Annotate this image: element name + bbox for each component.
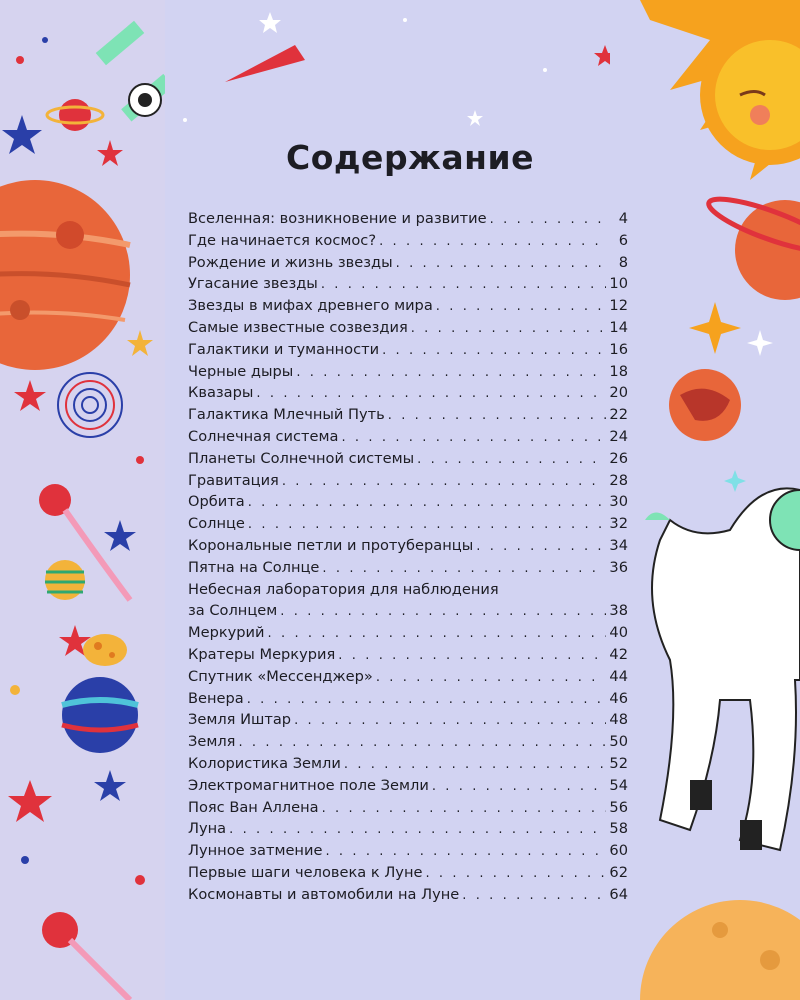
toc-entry: [188, 535, 628, 557]
toc-entry: [188, 753, 628, 775]
toc-entry: [188, 230, 628, 252]
toc-dot-leader: [341, 427, 606, 449]
toc-entry-title: Рождение и жизнь звезды: [188, 253, 393, 271]
toc-entry-page: 20: [609, 384, 628, 402]
toc-entry-page: 12: [609, 297, 628, 315]
toc-entry: [188, 579, 628, 623]
star-icon: [94, 770, 126, 801]
toc-dot-leader: [282, 471, 607, 493]
toc-dot-leader: [462, 885, 606, 907]
toc-entry-title: Лунное затмение: [188, 842, 323, 860]
star-icon: [594, 45, 610, 66]
toc-entry: [188, 470, 628, 492]
toc-entry-title: Кратеры Меркурия: [188, 645, 336, 663]
toc-dot-leader: [321, 274, 607, 296]
toc-entry-title: Земля Иштар: [188, 711, 292, 729]
toc-dot-leader: [268, 623, 607, 645]
star-icon: [14, 380, 46, 411]
star-icon: [8, 780, 52, 822]
toc-entry: [188, 339, 628, 361]
toc-entry-title: Орбита: [188, 493, 245, 511]
toc-dot-leader: [425, 863, 606, 885]
toc-entry: [188, 709, 628, 731]
top-decoration: [165, 0, 610, 130]
star-icon: [2, 115, 42, 154]
toc-entry-page: 4: [618, 210, 628, 227]
toc-entry-page: 40: [609, 624, 628, 642]
star-icon: [127, 330, 153, 356]
toc-entry-page: 54: [609, 776, 628, 794]
toc-entry-title: Квазары: [188, 384, 254, 402]
toc-entry-page: 24: [609, 427, 628, 445]
toc-dot-leader: [436, 296, 607, 318]
comet-icon: [42, 912, 130, 1000]
star-icon: [467, 110, 483, 126]
toc-entry: [188, 884, 628, 906]
sparkle-star-icon: [724, 470, 746, 492]
toc-entry: [188, 622, 628, 644]
toc-entry: [188, 644, 628, 666]
left-illustration-strip: [0, 0, 165, 1000]
toc-dot-leader: [338, 645, 606, 667]
toc-entry-title-continued: за Солнцем: [188, 602, 278, 620]
toc-entry: [188, 448, 628, 470]
toc-dot-leader: [322, 558, 606, 580]
toc-entry-page: 26: [609, 449, 628, 467]
sparkle-star-icon: [689, 302, 741, 354]
toc-entry: [188, 840, 628, 862]
toc-entry: [188, 404, 628, 426]
star-icon: [104, 520, 136, 551]
toc-dot-leader: [396, 253, 607, 275]
toc-entry-page: 28: [609, 471, 628, 489]
toc-dot-leader: [280, 601, 606, 623]
toc-entry-page: 38: [609, 602, 628, 620]
toc-entry: [188, 382, 628, 404]
toc-entry-title: Вселенная: возникновение и развитие: [188, 210, 487, 227]
toc-entry-page: 6: [618, 231, 628, 249]
page-title: Содержание: [286, 138, 534, 177]
toc-entry-title: Пятна на Солнце: [188, 558, 320, 576]
toc-entry-title: Угасание звезды: [188, 275, 318, 293]
rocket-flame-icon: [225, 45, 305, 82]
table-of-contents: [188, 208, 628, 906]
toc-entry: [188, 818, 628, 840]
space-illustration-left: [0, 0, 165, 1000]
toc-entry-title: Колористика Земли: [188, 754, 341, 772]
toc-dot-leader: [411, 318, 607, 340]
toc-dot-leader: [388, 405, 607, 427]
toc-entry-title: Самые известные созвездия: [188, 318, 408, 336]
toc-dot-leader: [417, 449, 606, 471]
toc-entry: [188, 295, 628, 317]
toc-entry-title: Где начинается космос?: [188, 231, 377, 249]
sun-icon: [640, 0, 800, 180]
toc-dot-leader: [344, 754, 607, 776]
toc-entry-title: Спутник «Мессенджер»: [188, 667, 373, 685]
toc-entry: [188, 491, 628, 513]
space-illustration-right: [610, 0, 800, 1000]
striped-planet-icon: [45, 560, 85, 600]
blue-planet-icon: [62, 677, 138, 753]
toc-entry-page: 10: [609, 275, 628, 293]
toc-dot-leader: [490, 209, 607, 231]
toc-dot-leader: [432, 776, 607, 798]
toc-dot-leader: [256, 383, 606, 405]
toc-entry-page: 64: [609, 885, 628, 903]
sparkle-star-icon: [747, 330, 773, 356]
toc-entry: [188, 317, 628, 339]
toc-entry: [188, 797, 628, 819]
toc-dot-leader: [325, 841, 606, 863]
toc-entry-title: Земля: [188, 733, 236, 751]
toc-entry-page: 34: [609, 536, 628, 554]
toc-entry-title: Пояс Ван Аллена: [188, 798, 319, 816]
toc-entry-title: Солнечная система: [188, 427, 339, 445]
toc-entry: [188, 862, 628, 884]
toc-entry-page: 56: [609, 798, 628, 816]
toc-entry-page: 14: [609, 318, 628, 336]
toc-entry: [188, 666, 628, 688]
toc-dot-leader: [382, 340, 606, 362]
toc-entry-title: Планеты Солнечной системы: [188, 449, 415, 467]
toc-entry-page: 16: [609, 340, 628, 358]
galaxy-icon: [58, 373, 122, 437]
toc-entry-title: Солнце: [188, 515, 245, 533]
toc-entry-page: 8: [618, 253, 628, 271]
toc-entry-page: 48: [609, 711, 628, 729]
astronaut-icon: [645, 488, 800, 850]
toc-entry-title: Гравитация: [188, 471, 279, 489]
toc-entry-page: 62: [609, 863, 628, 881]
toc-dot-leader: [296, 362, 606, 384]
red-planet-icon: [59, 99, 91, 131]
toc-entry-title: Венера: [188, 689, 244, 707]
toc-entry: [188, 688, 628, 710]
asteroid-icon: [83, 634, 127, 666]
toc-entry-title: Небесная лаборатория для наблюдения: [188, 580, 499, 598]
satellite-icon: [96, 21, 165, 122]
orange-planet-icon: [735, 200, 800, 300]
toc-entry-page: 42: [609, 645, 628, 663]
toc-entry-title: Первые шаги человека к Луне: [188, 863, 423, 881]
toc-entry: [188, 426, 628, 448]
toc-dot-leader: [376, 667, 607, 689]
toc-entry: [188, 513, 628, 535]
toc-entry-title: Электромагнитное поле Земли: [188, 776, 429, 794]
toc-entry: [188, 775, 628, 797]
toc-entry: [188, 731, 628, 753]
toc-entry-title: Черные дыры: [188, 362, 294, 380]
toc-entry-title: Луна: [188, 820, 227, 838]
right-illustration: [610, 0, 800, 1000]
toc-entry-title: Звезды в мифах древнего мира: [188, 297, 433, 315]
toc-entry-title: Галактика Млечный Путь: [188, 406, 385, 424]
toc-dot-leader: [248, 492, 607, 514]
toc-dot-leader: [229, 819, 606, 841]
star-icon: [97, 140, 123, 166]
toc-entry-page: 46: [609, 689, 628, 707]
toc-entry-page: 50: [609, 733, 628, 751]
toc-entry-title: Космонавты и автомобили на Луне: [188, 885, 460, 903]
toc-entry: [188, 252, 628, 274]
toc-dot-leader: [238, 732, 606, 754]
toc-entry-title: Корональные петли и протуберанцы: [188, 536, 474, 554]
toc-entry-page: 60: [609, 842, 628, 860]
toc-dot-leader: [476, 536, 606, 558]
toc-dot-leader: [247, 689, 607, 711]
toc-dot-leader: [248, 514, 607, 536]
moon-surface-icon: [640, 900, 800, 1000]
toc-entry-page: 52: [609, 754, 628, 772]
toc-entry-page: 58: [609, 820, 628, 838]
toc-entry-page: 44: [609, 667, 628, 685]
toc-entry-page: 36: [609, 558, 628, 576]
toc-entry-page: 32: [609, 515, 628, 533]
toc-entry-title: Меркурий: [188, 624, 265, 642]
toc-entry-page: 22: [609, 406, 628, 424]
toc-entry-title: Галактики и туманности: [188, 340, 380, 358]
toc-entry: [188, 273, 628, 295]
toc-entry: [188, 557, 628, 579]
toc-entry: [188, 208, 628, 230]
toc-entry-page: 18: [609, 362, 628, 380]
toc-entry: [188, 361, 628, 383]
toc-dot-leader: [379, 231, 607, 253]
toc-dot-leader: [294, 710, 606, 732]
star-icon: [259, 12, 281, 33]
toc-entry-page: 30: [609, 493, 628, 511]
toc-dot-leader: [322, 798, 607, 820]
